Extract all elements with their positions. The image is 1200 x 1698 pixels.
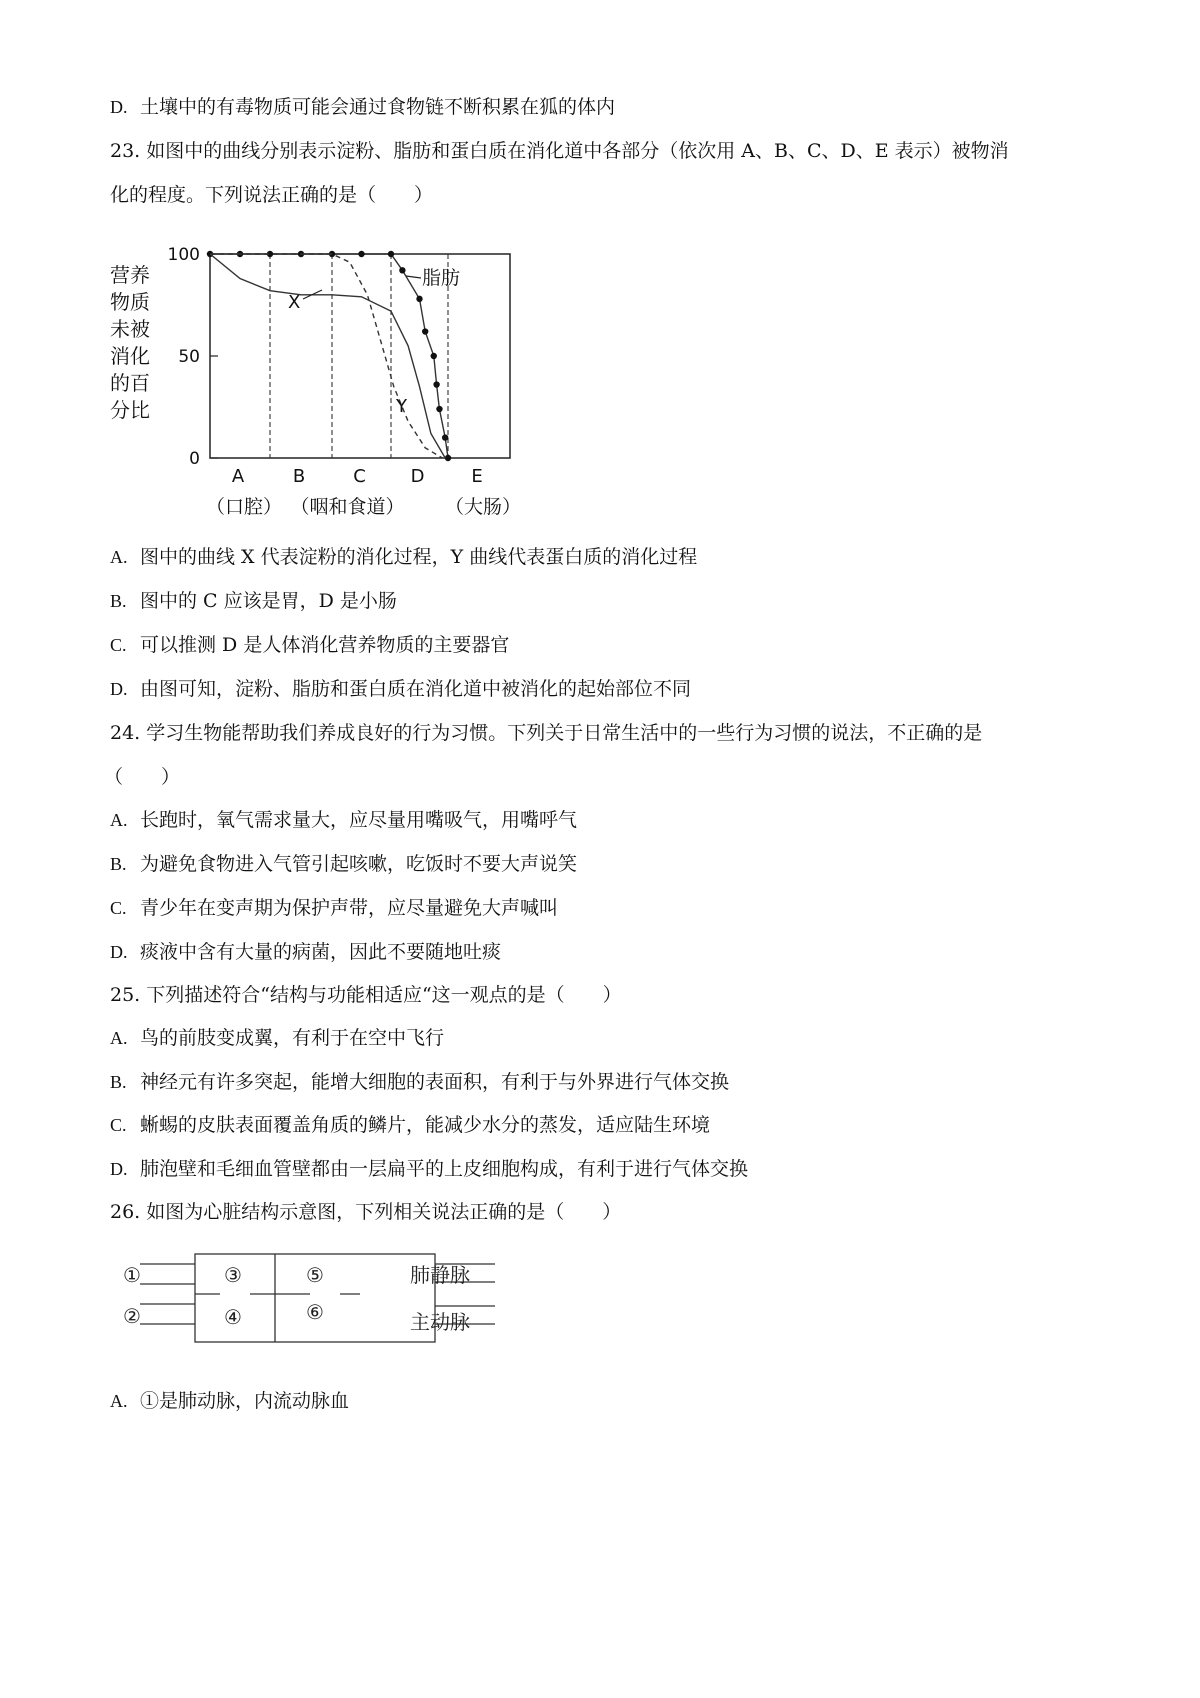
option-text: 青少年在变声期为保护声带，应尽量避免大声喊叫	[140, 897, 559, 919]
option-label: B.	[110, 854, 127, 874]
digestion-chart	[110, 232, 550, 522]
option-label: A.	[110, 547, 128, 567]
option-text: 痰液中含有大量的病菌，因此不要随地吐痰	[140, 941, 502, 963]
option-23B	[110, 587, 397, 615]
fat-data-point	[436, 406, 442, 412]
series-label-y: Y	[396, 396, 407, 417]
xtick-label: C	[353, 466, 366, 487]
ytick-label: 100	[167, 245, 200, 265]
question-23-line2: 化的程度。下列说法正确的是（ ）	[110, 184, 434, 206]
option-text: 为避免食物进入气管引起咳嗽，吃饭时不要大声说笑	[140, 853, 578, 875]
fat-data-point	[358, 251, 364, 257]
heart-structure-diagram	[120, 1244, 540, 1364]
vessel-label-1: ①	[123, 1263, 141, 1287]
ylabel-line: 物质	[110, 290, 150, 314]
fat-data-point	[433, 381, 439, 387]
option-label: A.	[110, 1028, 128, 1048]
chart-xlabels	[206, 466, 521, 518]
ylabel-line: 消化	[110, 344, 150, 368]
fat-data-point	[416, 296, 422, 302]
option-text: 可以推测 D 是人体消化营养物质的主要器官	[140, 634, 510, 656]
question-25: 25. 下列描述符合“结构与功能相适应“这一观点的是（ ）	[110, 984, 622, 1006]
xtick-label: E	[471, 466, 483, 487]
option-text: 由图可知，淀粉、脂肪和蛋白质在消化道中被消化的起始部位不同	[140, 678, 692, 700]
xtick-label: A	[231, 466, 245, 487]
option-text: 图中的 C 应该是胃，D 是小肠	[140, 590, 397, 612]
fat-data-point	[388, 251, 394, 257]
option-text: ①是肺动脉，内流动脉血	[140, 1390, 350, 1412]
question-23-line1: 23. 如图中的曲线分别表示淀粉、脂肪和蛋白质在消化道中各部分（依次用 A、B、C、D、E 表示）被物消	[110, 140, 1009, 162]
series-line-y	[210, 254, 442, 458]
ylabel-line: 的百	[110, 371, 150, 395]
option-label: C.	[110, 635, 127, 655]
ylabel-line: 分比	[110, 398, 150, 422]
option-text: 长跑时，氧气需求量大，应尽量用嘴吸气，用嘴呼气	[140, 809, 578, 831]
ytick-label: 50	[178, 347, 200, 367]
chamber-label-5: ⑤	[306, 1263, 324, 1287]
question-26: 26. 如图为心脏结构示意图，下列相关说法正确的是（ ）	[110, 1201, 622, 1223]
xtick-note: （口腔）	[205, 496, 283, 518]
vessel-label-aorta: 主动脉	[410, 1310, 470, 1334]
fat-data-point	[399, 267, 405, 273]
chamber-label-3: ③	[224, 1263, 242, 1287]
option-24B	[110, 850, 577, 878]
option-label: D.	[110, 97, 128, 117]
option-label: B.	[110, 1072, 127, 1092]
vessel-label-pulmonary-vein: 肺静脉	[410, 1263, 470, 1287]
option-label: A.	[110, 810, 128, 830]
option-text: 神经元有许多突起，能增大细胞的表面积，有利于与外界进行气体交换	[140, 1071, 730, 1093]
chamber-label-4: ④	[224, 1305, 242, 1329]
option-label: D.	[110, 942, 128, 962]
chart-series	[207, 251, 451, 461]
xtick-note: （大肠）	[444, 496, 522, 518]
fat-data-point	[442, 434, 448, 440]
option-label: D.	[110, 679, 128, 699]
option-label: C.	[110, 1115, 127, 1135]
fat-data-point	[422, 328, 428, 334]
option-25C	[110, 1111, 710, 1139]
fat-data-point	[445, 455, 451, 461]
option-text: 鸟的前肢变成翼，有利于在空中飞行	[140, 1027, 445, 1049]
option-text: 土壤中的有毒物质可能会通过食物链不断积累在狐的体内	[140, 96, 616, 118]
fat-data-point	[431, 353, 437, 359]
option-text: 肺泡壁和毛细血管壁都由一层扁平的上皮细胞构成，有利于进行气体交换	[140, 1158, 749, 1180]
chart-ylabel	[110, 263, 150, 422]
xtick-label: D	[410, 466, 425, 487]
vessel-label-2: ②	[123, 1304, 141, 1328]
option-25B	[110, 1068, 729, 1096]
option-24D	[110, 938, 501, 966]
series-label-fat-leader	[406, 276, 421, 278]
option-23A	[110, 543, 697, 571]
option-label: D.	[110, 1159, 128, 1179]
xtick-label: B	[292, 466, 306, 487]
option-22D	[110, 93, 615, 121]
question-24-line2: （ ）	[104, 766, 181, 788]
series-label-fat: 脂肪	[422, 267, 461, 289]
ytick-label: 0	[189, 449, 200, 469]
option-label: A.	[110, 1391, 128, 1411]
option-26A	[110, 1387, 349, 1415]
option-label: B.	[110, 591, 127, 611]
option-23D	[110, 675, 691, 703]
chamber-label-6: ⑥	[306, 1300, 324, 1324]
option-text: 蜥蜴的皮肤表面覆盖角质的鳞片，能减少水分的蒸发，适应陆生环境	[140, 1114, 711, 1136]
option-23C	[110, 631, 509, 659]
ylabel-line: 营养	[110, 263, 150, 287]
option-24C	[110, 894, 558, 922]
xtick-note: （咽和食道）	[290, 496, 405, 518]
question-24-line1: 24. 学习生物能帮助我们养成良好的行为习惯。下列关于日常生活中的一些行为习惯的说法，不正确的是	[110, 722, 983, 744]
option-25A	[110, 1024, 444, 1052]
option-25D	[110, 1155, 748, 1183]
option-text: 图中的曲线 X 代表淀粉的消化过程，Y 曲线代表蛋白质的消化过程	[140, 546, 698, 568]
option-24A	[110, 806, 577, 834]
series-label-x: X	[288, 292, 301, 313]
ylabel-line: 未被	[110, 317, 150, 341]
option-label: C.	[110, 898, 127, 918]
series-line-x	[210, 254, 445, 458]
